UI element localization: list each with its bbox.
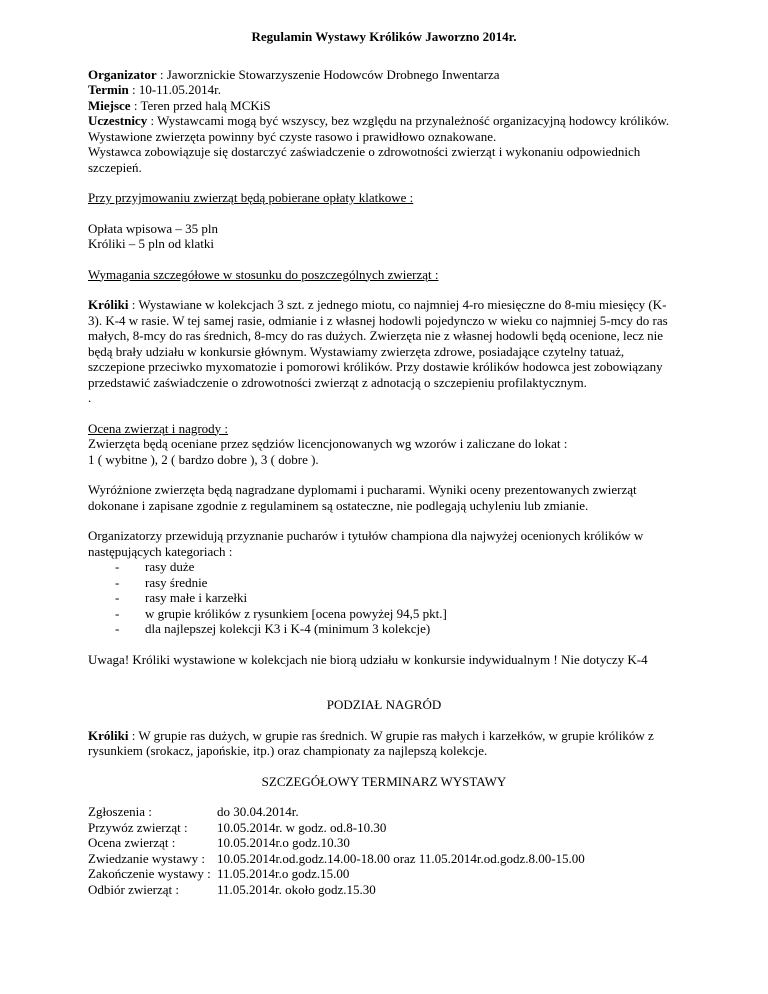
table-row [88,851,680,867]
list-item [88,575,680,591]
evaluation-line: 1 ( wybitne ), 2 ( bardzo dobre ), 3 ( dobre ). [88,451,319,467]
bullet-dash: - [115,621,120,636]
requirements-text [88,297,680,390]
participants-line [88,113,680,129]
fees-heading-block [88,190,680,206]
prizes-section [88,728,680,759]
fees-heading: Przy przyjmowaniu zwierząt będą pobierane opłaty klatkowe : [88,190,414,205]
table-row [88,866,680,882]
schedule-key: Ocena zwierząt : [88,835,176,850]
categories-intro: Organizatorzy przewidują przyznanie pucharów i tytułów championa dla najwyżej ocenionych królików w następujących kategoriach : [88,528,644,559]
organizer-line [88,67,680,83]
list-item [88,590,680,606]
schedule-value: 11.05.2014r.o godz.15.00 [217,866,350,881]
schedule-key: Zwiedzanie wystawy : [88,850,205,866]
requirements-body: : Wystawiane w kolekcjach 3 szt. z jednego miotu, co najmniej 4-ro miesięczne do 8-miu miesięcy (K-3). K-4 w rasie. W tej samej rasie, odmianie i z własnej hodowli pojedynczo w wieku co najmniej 5-mcy do ras małych, 8-mcy do ras średnich, 8-mcy do ras dużych. Zwierzęta nie z własnej hodowli będą ocenione, lecz nie będą brały udziału w konkursie głównym. Wystawiamy zwierzęta zdrowe, posiadające czytelny tatuaż, szczepione przeciwko myxomatozie i pomorowi królików. Przy dostawie królików hodowca jest zobowiązany przedstawić zaświadczenie o zdrowotności zwierząt z adnotacją o szczepieniu profilaktycznym. [88,297,668,390]
bullet-dash: - [115,574,120,590]
bullet-dash: - [115,590,120,605]
schedule-heading-block [88,774,680,790]
schedule-key: Zakończenie wystawy : [88,866,211,881]
note-text: Uwaga! Króliki wystawione w kolekcjach nie biorą udziału w konkursie indywidualnym ! Nie dotyczy K-4 [88,651,648,667]
schedule-value: do 30.04.2014r. [217,804,299,819]
fees-list [88,221,680,252]
prizes-text [88,728,680,759]
schedule-key: Odbiór zwierząt : [88,881,179,897]
awards-text: Wyróżnione zwierzęta będą nagradzane dyplomami i pucharami. Wyniki oceny prezentowanych zwierząt dokonane i zapisane zgodnie z regulaminem są ostateczne, nie podlegają uchyleniu lub zmianie. [88,482,637,513]
evaluation-line: Zwierzęta będą oceniane przez sędziów licencjonowanych wg wzorów i zaliczane do lokat : [88,436,568,451]
evaluation-heading: Ocena zwierząt i nagrody : [88,420,229,436]
participants-value: : Wystawcami mogą być wszyscy, bez względu na przynależność organizacyjną hodowcy królików. [147,113,670,128]
organizer-label: Organizator [88,66,157,82]
table-row [88,882,680,898]
intro-section [88,67,680,176]
fee-line: Króliki – 5 pln od klatki [88,236,215,251]
requirements-heading-block [88,267,680,283]
date-value: : 10-11.05.2014r. [128,82,222,97]
schedule-key: Przywóz zwierząt : [88,819,188,835]
intro-extra-line: Wystawione zwierzęta powinny być czyste rasowo i prawidłowo oznakowane. [88,128,497,144]
place-label: Miejsce [88,97,131,113]
awards-section [88,482,680,513]
intro-extra-line: Wystawca zobowiązuje się dostarczyć zaświadczenie o zdrowotności zwierząt i wykonaniu odpowiednich szczepień. [88,144,641,175]
prizes-heading: PODZIAŁ NAGRÓD [326,697,442,712]
organizer-value: : Jaworznickie Stowarzyszenie Hodowców Drobnego Inwentarza [156,66,500,82]
document-title: Regulamin Wystawy Królików Jaworzno 2014r. [251,29,517,44]
list-item-text: rasy średnie [145,574,208,590]
requirements-trailing: . [88,390,92,405]
participants-label: Uczestnicy [88,113,148,128]
prizes-heading-block [88,697,680,713]
list-item [88,559,680,575]
schedule-value: 10.05.2014r.od.godz.14.00-18.00 oraz 11.05.2014r.od.godz.8.00-15.00 [217,850,585,866]
evaluation-section [88,421,680,468]
categories-list [88,559,680,637]
list-item-text: w grupie królików z rysunkiem [ocena powyżej 94,5 pkt.] [145,605,447,621]
requirements-label: Króliki [88,297,129,312]
categories-section [88,528,680,637]
bullet-dash: - [115,559,120,574]
list-item-text: rasy duże [145,559,195,574]
bullet-dash: - [115,605,120,621]
date-line [88,82,680,98]
schedule-value: 11.05.2014r. około godz.15.30 [217,881,376,897]
place-line [88,98,680,114]
table-row [88,820,680,836]
date-label: Termin [88,82,129,97]
prizes-body: : W grupie ras dużych, w grupie ras średnich. W grupie ras małych i karzełków, w grupie królików z rysunkiem (srokacz, japońskie, itp.) oraz championaty za najlepszą kolekcje. [88,727,654,758]
schedule-heading: SZCZEGÓŁOWY TERMINARZ WYSTAWY [261,773,507,789]
list-item [88,621,680,637]
place-value: : Teren przed halą MCKiS [130,97,271,113]
requirements-heading: Wymagania szczegółowe w stosunku do poszczególnych zwierząt : [88,266,439,282]
note-section [88,652,680,668]
schedule-key: Zgłoszenia : [88,804,152,819]
list-item-text: rasy małe i karzełki [145,590,248,605]
fee-line: Opłata wpisowa – 35 pln [88,220,218,236]
list-item [88,606,680,622]
list-item-text: dla najlepszej kolekcji K3 i K-4 (minimum 3 kolekcje) [145,621,431,636]
table-row [88,804,680,820]
schedule-value: 10.05.2014r.o godz.10.30 [217,835,350,850]
schedule-table [88,804,680,897]
schedule-value: 10.05.2014r. w godz. od.8-10.30 [217,819,387,835]
table-row [88,835,680,851]
requirements-section [88,297,680,406]
prizes-label: Króliki [88,727,129,743]
